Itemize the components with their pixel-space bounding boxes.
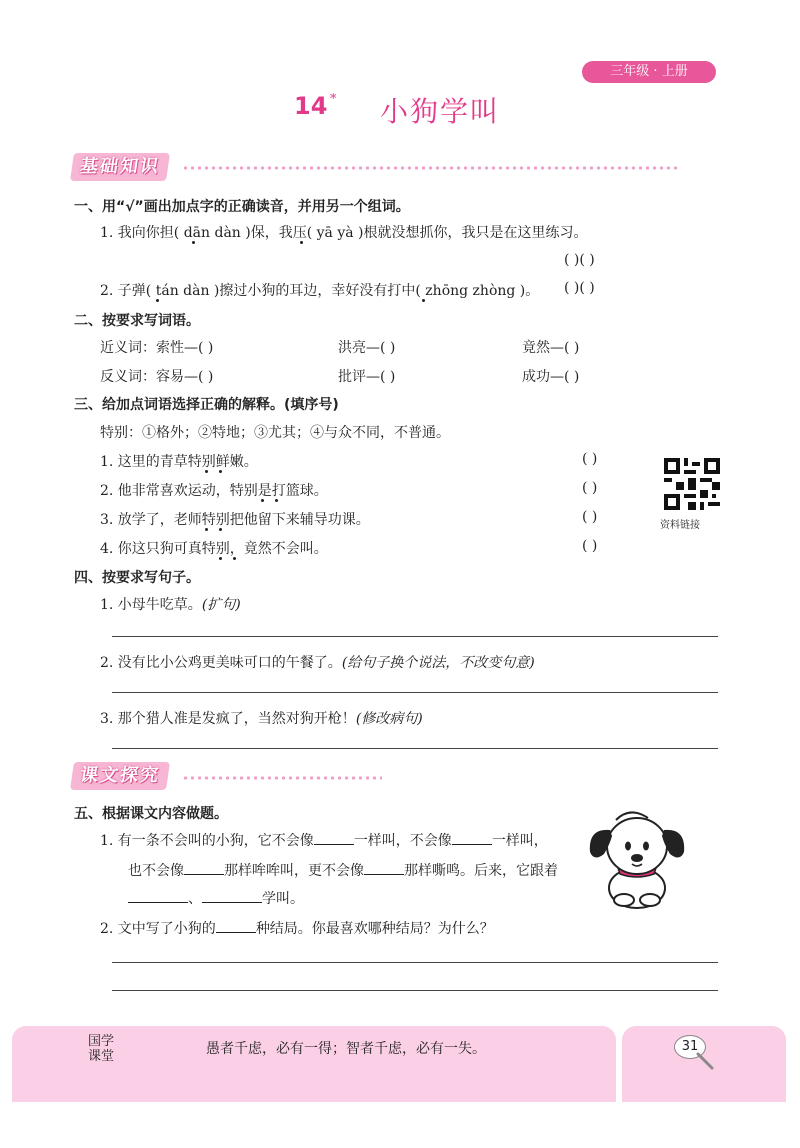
q5-line bbox=[100, 918, 494, 938]
answer-line[interactable] bbox=[112, 962, 718, 963]
section-badge-explore: 课文探究 bbox=[70, 762, 170, 790]
page-number: 31 bbox=[674, 1035, 706, 1059]
q5-text: 那样哞哞叫，更不会像 bbox=[224, 863, 364, 879]
emphasis-dot bbox=[219, 528, 222, 531]
q3-item: 2. 他非常喜欢运动，特别是打篮球。 bbox=[100, 483, 328, 499]
emphasis-dot bbox=[233, 557, 236, 560]
q1-item1: 1. 我向你担( dān dàn )保，我压( yā yà )根就没想抓你，我只是在这里练习。 bbox=[100, 225, 588, 241]
q4-item bbox=[100, 652, 535, 672]
q5-text: 2. 文中写了小狗的 bbox=[100, 921, 216, 937]
answer-line[interactable] bbox=[112, 748, 718, 749]
fill-blank[interactable] bbox=[128, 888, 188, 903]
section-dots bbox=[182, 166, 678, 170]
q5-text: 一样叫， bbox=[491, 833, 548, 849]
section-dots bbox=[182, 776, 382, 780]
q5-line bbox=[100, 830, 548, 850]
q5-text: 1. 有一条不会叫的小狗，它不会像 bbox=[100, 833, 314, 849]
q3-options: 特别：①格外；②特地；③尤其；④与众不同，不普通。 bbox=[100, 425, 450, 441]
grade-badge: 三年级 · 上册 bbox=[582, 61, 716, 83]
synonym-item: 索性—( ) bbox=[156, 340, 214, 356]
fill-blank[interactable] bbox=[202, 888, 262, 903]
q4-item-text: 2. 没有比小公鸡更美味可口的午餐了。 bbox=[100, 655, 342, 671]
q4-item bbox=[100, 708, 423, 728]
antonym-item: 成功—( ) bbox=[522, 369, 580, 385]
emphasis-dot bbox=[156, 299, 159, 302]
emphasis-dot bbox=[422, 299, 425, 302]
q3-item: 1. 这里的青草特别鲜嫩。 bbox=[100, 454, 258, 470]
q3-answer: ( ) bbox=[582, 509, 598, 525]
footer-quote: 愚者千虑，必有一得；智者千虑，必有一失。 bbox=[206, 1041, 486, 1057]
q3-answer: ( ) bbox=[582, 538, 598, 554]
emphasis-dot bbox=[275, 499, 278, 502]
q5-line bbox=[128, 860, 558, 880]
antonym-item: 批评—( ) bbox=[338, 369, 396, 385]
q5-text: 学叫。 bbox=[262, 891, 304, 907]
q5-text: 、 bbox=[188, 891, 202, 907]
q1-item2: 2. 子弹( tán dàn )擦过小狗的耳边，幸好没有打中( zhōng zhòng )。 bbox=[100, 283, 540, 299]
emphasis-dot bbox=[219, 557, 222, 560]
emphasis-dot bbox=[300, 241, 303, 244]
section-badge-basic: 基础知识 bbox=[70, 153, 170, 181]
q3-answer: ( ) bbox=[582, 451, 598, 467]
page-title: 小狗学叫 bbox=[380, 95, 501, 128]
q3-heading: 三、给加点词语选择正确的解释。(填序号) bbox=[74, 397, 339, 413]
antonym-item: 容易—( ) bbox=[156, 369, 214, 385]
q5-line bbox=[128, 888, 304, 908]
q5-heading: 五、根据课文内容做题。 bbox=[74, 806, 228, 822]
q4-item-note: (修改病句) bbox=[355, 711, 423, 727]
q4-item bbox=[100, 594, 241, 614]
q4-heading: 四、按要求写句子。 bbox=[74, 570, 200, 586]
fill-blank[interactable] bbox=[452, 830, 492, 845]
lesson-star: * bbox=[330, 92, 337, 107]
emphasis-dot bbox=[261, 499, 264, 502]
answer-line[interactable] bbox=[112, 990, 718, 991]
q1-heading: 一、用“√”画出加点字的正确读音，并用另一个组词。 bbox=[74, 199, 410, 215]
fill-blank[interactable] bbox=[314, 830, 354, 845]
antonym-label: 反义词： bbox=[100, 369, 156, 385]
synonym-label: 近义词： bbox=[100, 340, 156, 356]
q4-item-note: (扩句) bbox=[201, 597, 241, 613]
q5-text: 种结局。你最喜欢哪种结局？为什么？ bbox=[255, 921, 494, 937]
fill-blank[interactable] bbox=[216, 918, 256, 933]
emphasis-dot bbox=[192, 241, 195, 244]
q4-item-text: 1. 小母牛吃草。 bbox=[100, 597, 202, 613]
q2-heading: 二、按要求写词语。 bbox=[74, 313, 200, 329]
q3-answer: ( ) bbox=[582, 480, 598, 496]
magnifier-handle-icon bbox=[696, 1052, 716, 1072]
q3-item: 4. 你这只狗可真特别，竟然不会叫。 bbox=[100, 541, 328, 557]
lesson-number: 14 bbox=[294, 92, 328, 120]
q5-text: 一样叫，不会像 bbox=[353, 833, 452, 849]
q4-item-note: (给句子换个说法，不改变句意) bbox=[341, 655, 535, 671]
q4-item-text: 3. 那个猎人准是发疯了，当然对狗开枪！ bbox=[100, 711, 356, 727]
q1-item1-answer: ( )( ) bbox=[564, 252, 595, 268]
puppy-illustration bbox=[580, 800, 694, 910]
emphasis-dot bbox=[205, 528, 208, 531]
fill-blank[interactable] bbox=[184, 860, 224, 875]
answer-line[interactable] bbox=[112, 692, 718, 693]
fill-blank[interactable] bbox=[364, 860, 404, 875]
qr-caption: 资料链接 bbox=[660, 520, 700, 531]
qr-code-icon[interactable] bbox=[664, 458, 720, 510]
synonym-item: 竟然—( ) bbox=[522, 340, 580, 356]
answer-line[interactable] bbox=[112, 636, 718, 637]
q1-item2-answer: ( )( ) bbox=[564, 280, 595, 296]
q5-text: 那样嘶鸣。后来，它跟着 bbox=[404, 863, 558, 879]
emphasis-dot bbox=[205, 470, 208, 473]
q5-text: 也不会像 bbox=[128, 863, 184, 879]
footer-label: 国学课堂 bbox=[88, 1034, 115, 1064]
q3-item: 3. 放学了，老师特别把他留下来辅导功课。 bbox=[100, 512, 370, 528]
emphasis-dot bbox=[219, 470, 222, 473]
synonym-item: 洪亮—( ) bbox=[338, 340, 396, 356]
